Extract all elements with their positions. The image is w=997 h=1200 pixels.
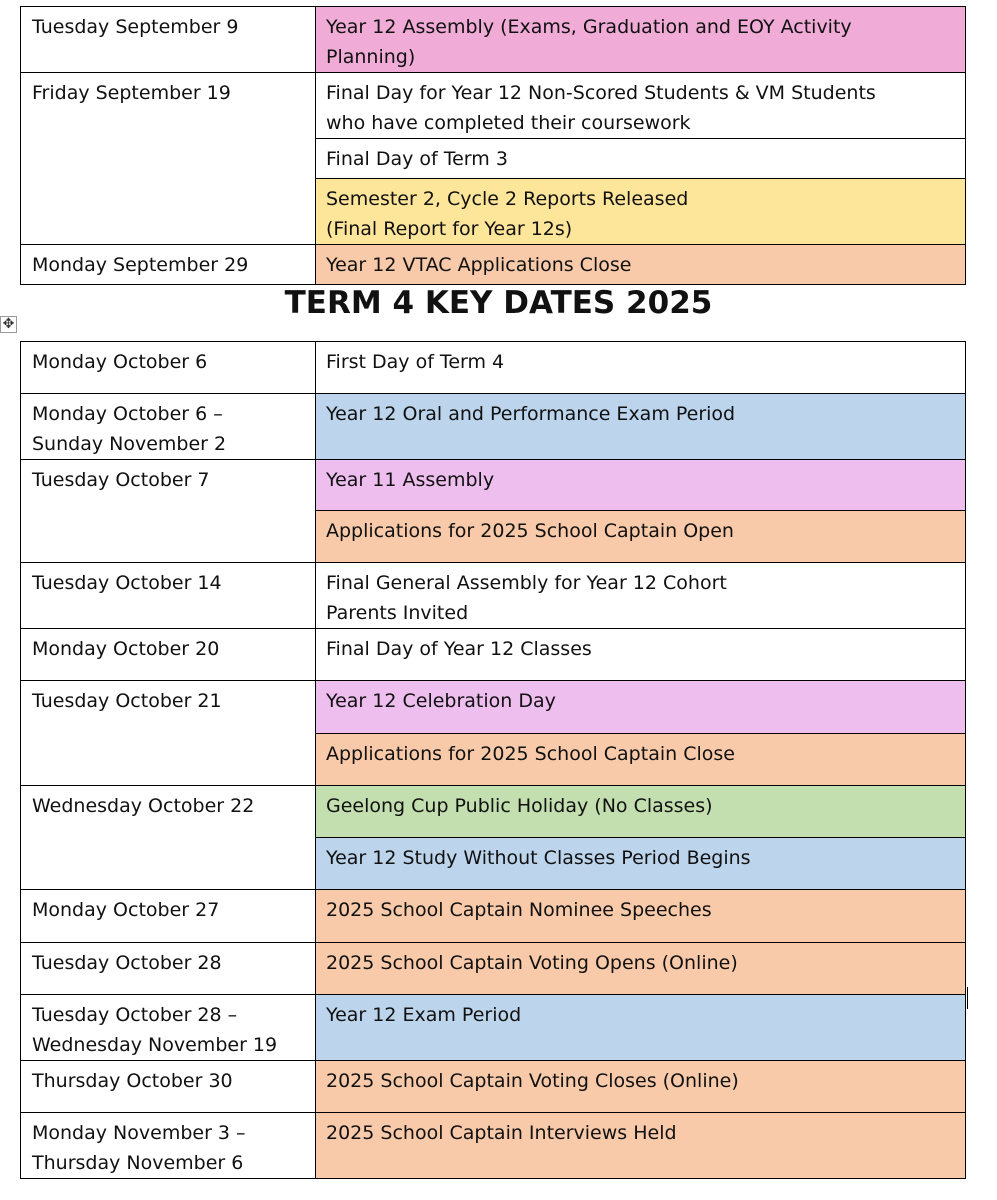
- table-row: [21, 245, 966, 285]
- table-row: [21, 629, 966, 681]
- term4-key-dates-table: [20, 341, 966, 1179]
- event-cell: First Day of Term 4: [316, 342, 966, 394]
- table-row: [21, 1113, 966, 1179]
- date-cell: Monday October 27: [21, 890, 316, 943]
- date-cell: Tuesday October 14: [21, 563, 316, 629]
- date-cell: Monday November 3 – Thursday November 6: [21, 1113, 316, 1179]
- event-cell: Year 11 Assembly: [316, 460, 966, 511]
- event-cell: Year 12 Exam Period: [316, 995, 966, 1061]
- table-row: [21, 943, 966, 995]
- term3-key-dates-table: [20, 6, 966, 285]
- event-cell: Semester 2, Cycle 2 Reports Released (Final Report for Year 12s): [316, 179, 966, 245]
- event-cell: Year 12 Study Without Classes Period Begins: [316, 838, 966, 890]
- event-cell: Final Day for Year 12 Non-Scored Students & VM Students who have completed their coursework: [316, 73, 966, 139]
- event-cell: Year 12 Celebration Day: [316, 681, 966, 734]
- date-cell: Thursday October 30: [21, 1061, 316, 1113]
- term4-heading: TERM 4 KEY DATES 2025: [284, 285, 713, 321]
- table-row: [21, 1061, 966, 1113]
- event-cell: Final Day of Year 12 Classes: [316, 629, 966, 681]
- text-cursor: [967, 987, 968, 1009]
- date-cell: Tuesday October 28: [21, 943, 316, 995]
- table-row: [21, 7, 966, 73]
- event-cell: Geelong Cup Public Holiday (No Classes): [316, 786, 966, 838]
- event-cell: Year 12 Oral and Performance Exam Period: [316, 394, 966, 460]
- table-row: [21, 995, 966, 1061]
- date-cell: Tuesday October 21: [21, 681, 316, 786]
- date-cell: Monday October 6 – Sunday November 2: [21, 394, 316, 460]
- event-cell: 2025 School Captain Voting Closes (Online): [316, 1061, 966, 1113]
- date-cell: Tuesday October 7: [21, 460, 316, 563]
- event-cell: Final Day of Term 3: [316, 139, 966, 179]
- event-cell: 2025 School Captain Interviews Held: [316, 1113, 966, 1179]
- table-row: [21, 394, 966, 460]
- event-cell: Applications for 2025 School Captain Close: [316, 734, 966, 786]
- table-move-handle-icon[interactable]: ✥: [0, 316, 17, 333]
- date-cell: Monday September 29: [21, 245, 316, 285]
- date-cell: Monday October 6: [21, 342, 316, 394]
- event-cell: Year 12 Assembly (Exams, Graduation and EOY Activity Planning): [316, 7, 966, 73]
- table-row: [21, 890, 966, 943]
- event-cell: Year 12 VTAC Applications Close: [316, 245, 966, 285]
- table-row: [21, 563, 966, 629]
- date-cell: Monday October 20: [21, 629, 316, 681]
- date-cell: Tuesday September 9: [21, 7, 316, 73]
- table-row: [21, 786, 966, 838]
- table-row: [21, 73, 966, 139]
- date-cell: Tuesday October 28 – Wednesday November 19: [21, 995, 316, 1061]
- event-cell: 2025 School Captain Voting Opens (Online): [316, 943, 966, 995]
- date-cell: Wednesday October 22: [21, 786, 316, 890]
- date-cell: Friday September 19: [21, 73, 316, 245]
- table-row: [21, 342, 966, 394]
- table-row: [21, 460, 966, 511]
- event-cell: 2025 School Captain Nominee Speeches: [316, 890, 966, 943]
- event-cell: Final General Assembly for Year 12 Cohort Parents Invited: [316, 563, 966, 629]
- event-cell: Applications for 2025 School Captain Open: [316, 511, 966, 563]
- table-row: [21, 681, 966, 734]
